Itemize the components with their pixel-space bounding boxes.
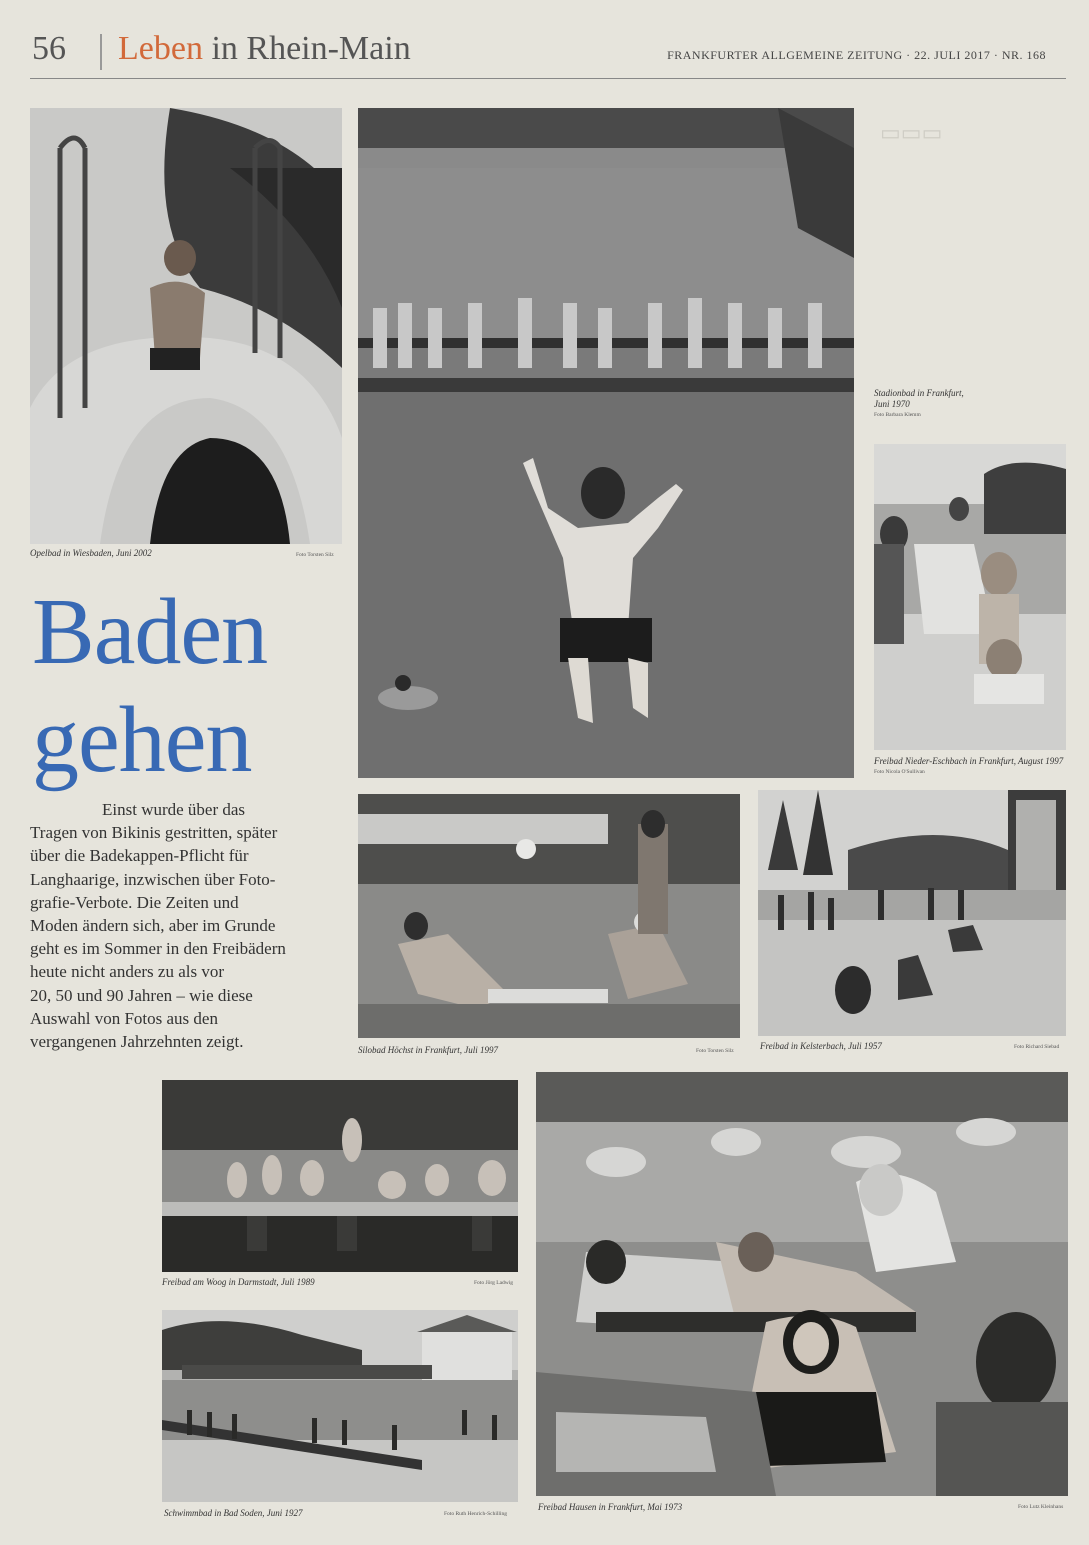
credit-silobad: Foto Torsten Silz bbox=[696, 1048, 734, 1054]
article-title bbox=[32, 578, 267, 794]
photo-kelsterbach bbox=[758, 790, 1066, 1036]
caption-nieder-eschbach: Freibad Nieder-Eschbach in Frankfurt, August 1997 bbox=[874, 756, 1064, 766]
caption-woog: Freibad am Woog in Darmstadt, Juli 1989 bbox=[162, 1277, 315, 1287]
caption-opelbad: Opelbad in Wiesbaden, Juni 2002 bbox=[30, 548, 152, 558]
lede-line: Auswahl von Fotos aus den bbox=[30, 1008, 218, 1028]
caption-silobad: Silobad Höchst in Frankfurt, Juli 1997 bbox=[358, 1045, 498, 1055]
credit-hausen: Foto Lutz Kleinhans bbox=[1018, 1504, 1064, 1510]
lede-line: grafie-Verbote. Die Zeiten und bbox=[30, 892, 239, 912]
credit-woog: Foto Jörg Ladwig bbox=[474, 1280, 514, 1286]
header-divider bbox=[100, 34, 102, 70]
section-title-rest: in Rhein-Main bbox=[211, 30, 411, 67]
photo-woog-darmstadt bbox=[162, 1080, 518, 1272]
lede-line: Langhaarige, inzwischen über Foto- bbox=[30, 869, 276, 889]
photo-stadionbad-jump bbox=[358, 108, 854, 778]
caption-hausen: Freibad Hausen in Frankfurt, Mai 1973 bbox=[538, 1502, 683, 1512]
credit-bad-soden: Foto Ruth Henrich-Schilling bbox=[444, 1511, 507, 1517]
lede-line: Moden ändern sich, aber im Grunde bbox=[30, 916, 276, 936]
credit-opelbad: Foto Torsten Silz bbox=[296, 552, 334, 558]
caption-kelsterbach: Freibad in Kelsterbach, Juli 1957 bbox=[760, 1041, 882, 1051]
credit-nieder-eschbach: Foto Nicola O'Sullivan bbox=[874, 769, 925, 775]
photo-nieder-eschbach bbox=[874, 444, 1066, 750]
article-title-line2: gehen bbox=[32, 688, 252, 792]
page-header bbox=[30, 30, 1070, 76]
masthead-line: FRANKFURTER ALLGEMEINE ZEITUNG · 22. JULI 2017 · NR. 168 bbox=[667, 48, 1046, 62]
header-rule bbox=[30, 78, 1066, 79]
photo-bad-soden bbox=[162, 1310, 518, 1502]
lede-line: Tragen von Bikinis gestritten, später bbox=[30, 823, 278, 843]
lede-line: 20, 50 und 90 Jahren – wie diese bbox=[30, 985, 253, 1005]
article-title-line1: Baden bbox=[32, 580, 268, 684]
bleed-through-decoration: ▭▭▭ bbox=[880, 120, 943, 145]
section-title-accent: Leben bbox=[118, 30, 203, 67]
section-title bbox=[118, 30, 411, 68]
credit-kelsterbach: Foto Richard Siebad bbox=[1014, 1044, 1060, 1050]
article-lede bbox=[30, 798, 330, 1053]
credit-stadionbad: Foto Barbara Klemm bbox=[874, 412, 921, 418]
page-number: 56 bbox=[32, 30, 66, 67]
caption-bad-soden: Schwimmbad in Bad Soden, Juni 1927 bbox=[164, 1508, 303, 1518]
lede-line: vergangenen Jahrzehnten zeigt. bbox=[30, 1032, 244, 1052]
caption-stadionbad-line1: Stadionbad in Frankfurt, bbox=[874, 388, 964, 398]
caption-stadionbad-line2: Juni 1970 bbox=[874, 399, 910, 409]
lede-line: über die Badekappen-Pflicht für bbox=[30, 846, 249, 866]
lede-line: heute nicht anders zu als vor bbox=[30, 962, 225, 982]
lede-line: Einst wurde über das bbox=[102, 800, 246, 819]
photo-hausen bbox=[536, 1072, 1068, 1496]
photo-silobad bbox=[358, 794, 740, 1038]
photo-opelbad-slide bbox=[30, 108, 342, 544]
lede-line: geht es im Sommer in den Freibädern bbox=[30, 939, 286, 959]
